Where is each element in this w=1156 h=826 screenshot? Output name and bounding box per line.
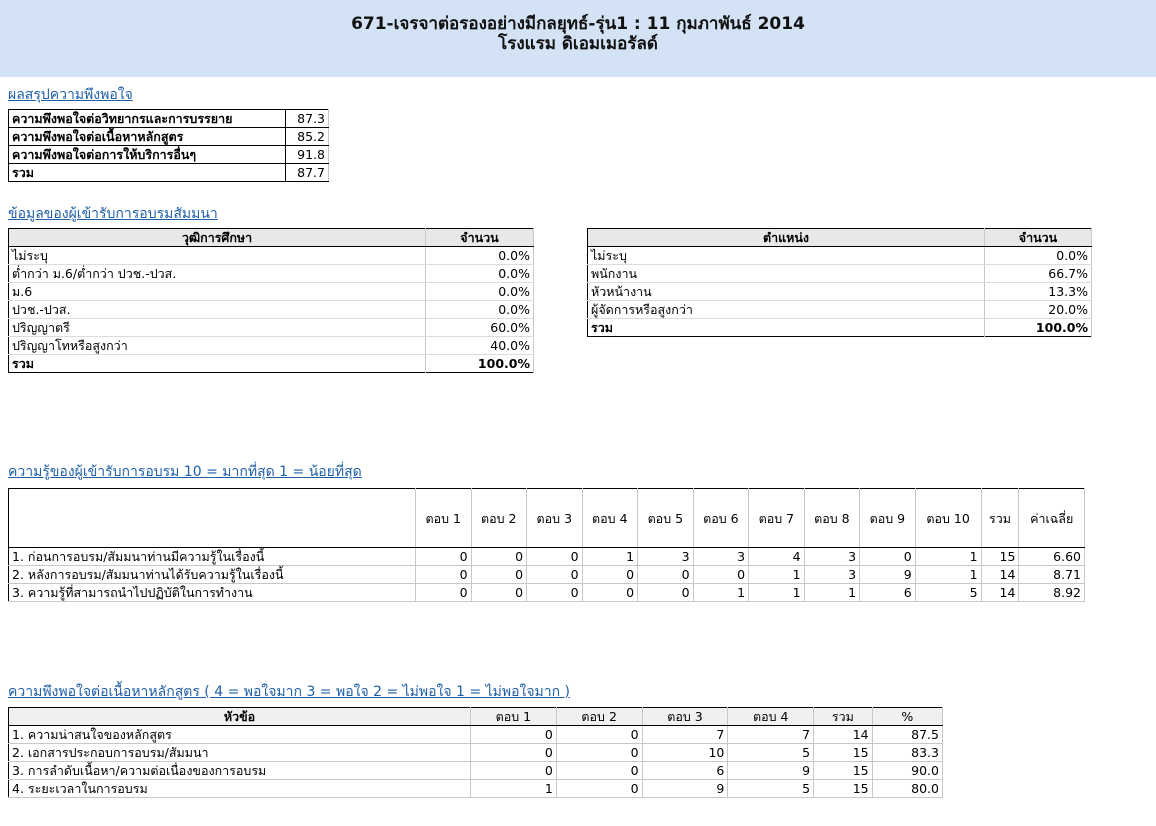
- knowledge-row-label: 2. หลังการอบรม/สัมมนาท่านได้รับความรู้ในเรื่องนี้: [9, 566, 416, 584]
- content-row: [9, 726, 943, 744]
- knowledge-cell: 3: [804, 566, 860, 584]
- knowledge-col-header: ตอบ 6: [693, 489, 749, 548]
- content-cell: 83.3: [872, 744, 942, 762]
- content-cell: 0: [471, 744, 557, 762]
- knowledge-cell: 0: [527, 584, 583, 602]
- position-label: ไม่ระบุ: [588, 247, 985, 265]
- content-cell: 0: [556, 762, 642, 780]
- summary-row: [9, 110, 329, 128]
- knowledge-col-header: ตอบ 2: [471, 489, 527, 548]
- content-col-header: %: [872, 708, 942, 726]
- content-cell: 15: [814, 780, 873, 798]
- summary-row: [9, 128, 329, 146]
- knowledge-cell: 5: [915, 584, 981, 602]
- summary-label: ความพึงพอใจต่อการให้บริการอื่นๆ: [9, 146, 286, 164]
- participants-section-title: ข้อมูลของผู้เข้ารับการอบรมสัมมนา: [8, 206, 218, 222]
- knowledge-cell: 1: [749, 566, 805, 584]
- knowledge-cell: 0: [471, 548, 527, 566]
- knowledge-cell: 0: [582, 584, 638, 602]
- position-value: 66.7%: [985, 265, 1092, 283]
- knowledge-cell: 0: [416, 584, 472, 602]
- education-total-label: รวม: [9, 355, 426, 373]
- education-label: ต่ำกว่า ม.6/ต่ำกว่า ปวช.-ปวส.: [9, 265, 426, 283]
- knowledge-cell: 0: [638, 566, 694, 584]
- position-total-value: 100.0%: [985, 319, 1092, 337]
- knowledge-cell: 3: [693, 548, 749, 566]
- knowledge-col-header: รวม: [981, 489, 1019, 548]
- knowledge-col-header: ตอบ 10: [915, 489, 981, 548]
- content-cell: 9: [642, 780, 728, 798]
- content-cell: 7: [642, 726, 728, 744]
- position-row: [588, 283, 1092, 301]
- knowledge-cell: 8.71: [1019, 566, 1085, 584]
- knowledge-cell: 3: [804, 548, 860, 566]
- summary-section-title: ผลสรุปความพึงพอใจ: [8, 87, 133, 103]
- knowledge-cell: 0: [416, 566, 472, 584]
- position-total-row: [588, 319, 1092, 337]
- education-value: 0.0%: [426, 247, 534, 265]
- content-col-header: ตอบ 2: [556, 708, 642, 726]
- content-cell: 87.5: [872, 726, 942, 744]
- education-label: ไม่ระบุ: [9, 247, 426, 265]
- education-row: [9, 337, 534, 355]
- content-cell: 5: [728, 780, 814, 798]
- content-row-label: 2. เอกสารประกอบการอบรม/สัมมนา: [9, 744, 471, 762]
- education-label: ปริญญาโทหรือสูงกว่า: [9, 337, 426, 355]
- content-row-label: 4. ระยะเวลาในการอบรม: [9, 780, 471, 798]
- content-col-header: รวม: [814, 708, 873, 726]
- knowledge-cell: 14: [981, 584, 1019, 602]
- report-title: 671-เจรจาต่อรองอย่างมีกลยุทธ์-รุ่น1 : 11 กุมภาพันธ์ 2014: [351, 14, 805, 34]
- knowledge-cell: 0: [527, 548, 583, 566]
- education-value: 0.0%: [426, 265, 534, 283]
- knowledge-topic-header: [9, 489, 416, 548]
- knowledge-col-header: ค่าเฉลี่ย: [1019, 489, 1085, 548]
- report-venue: โรงแรม ดิเอมเมอรัลด์: [498, 34, 658, 54]
- knowledge-col-header: ตอบ 3: [527, 489, 583, 548]
- content-row: [9, 744, 943, 762]
- position-row: [588, 265, 1092, 283]
- content-section-title: ความพึงพอใจต่อเนื้อหาหลักสูตร ( 4 = พอใจมาก 3 = พอใจ 2 = ไม่พอใจ 1 = ไม่พอใจมาก ): [8, 684, 571, 700]
- content-cell: 6: [642, 762, 728, 780]
- content-cell: 15: [814, 762, 873, 780]
- content-row: [9, 762, 943, 780]
- knowledge-cell: 1: [804, 584, 860, 602]
- knowledge-cell: 6: [860, 584, 916, 602]
- knowledge-cell: 0: [471, 584, 527, 602]
- education-value: 0.0%: [426, 283, 534, 301]
- content-cell: 80.0: [872, 780, 942, 798]
- content-cell: 0: [471, 762, 557, 780]
- education-row: [9, 319, 534, 337]
- position-label: หัวหน้างาน: [588, 283, 985, 301]
- content-cell: 9: [728, 762, 814, 780]
- education-row: [9, 265, 534, 283]
- summary-row: [9, 146, 329, 164]
- knowledge-cell: 0: [416, 548, 472, 566]
- content-cell: 0: [556, 780, 642, 798]
- content-cell: 14: [814, 726, 873, 744]
- content-row-label: 1. ความน่าสนใจของหลักสูตร: [9, 726, 471, 744]
- summary-label: รวม: [9, 164, 286, 182]
- knowledge-cell: 1: [915, 548, 981, 566]
- education-total-value: 100.0%: [426, 355, 534, 373]
- knowledge-cell: 0: [860, 548, 916, 566]
- knowledge-cell: 1: [915, 566, 981, 584]
- content-cell: 10: [642, 744, 728, 762]
- knowledge-cell: 0: [638, 584, 694, 602]
- summary-label: ความพึงพอใจต่อวิทยากรและการบรรยาย: [9, 110, 286, 128]
- content-cell: 15: [814, 744, 873, 762]
- position-value: 0.0%: [985, 247, 1092, 265]
- knowledge-row: [9, 566, 1085, 584]
- education-count-header: จำนวน: [426, 229, 534, 247]
- content-col-header: ตอบ 3: [642, 708, 728, 726]
- knowledge-col-header: ตอบ 4: [582, 489, 638, 548]
- position-col-header: ตำแหน่ง: [588, 229, 985, 247]
- knowledge-cell: 0: [693, 566, 749, 584]
- content-row-label: 3. การลำดับเนื้อหา/ความต่อเนื่องของการอบรม: [9, 762, 471, 780]
- content-cell: 0: [471, 726, 557, 744]
- knowledge-row: [9, 584, 1085, 602]
- education-value: 0.0%: [426, 301, 534, 319]
- content-cell: 1: [471, 780, 557, 798]
- summary-row: [9, 164, 329, 182]
- summary-value: 91.8: [286, 146, 329, 164]
- education-table: [8, 228, 534, 373]
- knowledge-col-header: ตอบ 5: [638, 489, 694, 548]
- content-cell: 7: [728, 726, 814, 744]
- knowledge-cell: 3: [638, 548, 694, 566]
- knowledge-col-header: ตอบ 1: [416, 489, 472, 548]
- summary-value: 87.3: [286, 110, 329, 128]
- position-total-label: รวม: [588, 319, 985, 337]
- education-value: 60.0%: [426, 319, 534, 337]
- education-total-row: [9, 355, 534, 373]
- knowledge-cell: 0: [527, 566, 583, 584]
- knowledge-col-header: ตอบ 8: [804, 489, 860, 548]
- content-cell: 0: [556, 726, 642, 744]
- knowledge-cell: 0: [582, 566, 638, 584]
- knowledge-cell: 1: [582, 548, 638, 566]
- position-count-header: จำนวน: [985, 229, 1092, 247]
- knowledge-cell: 8.92: [1019, 584, 1085, 602]
- knowledge-cell: 15: [981, 548, 1019, 566]
- report-header: [0, 0, 1156, 77]
- content-col-header: ตอบ 4: [728, 708, 814, 726]
- content-table: [8, 707, 943, 798]
- education-value: 40.0%: [426, 337, 534, 355]
- position-value: 13.3%: [985, 283, 1092, 301]
- content-cell: 0: [556, 744, 642, 762]
- position-value: 20.0%: [985, 301, 1092, 319]
- knowledge-cell: 6.60: [1019, 548, 1085, 566]
- content-cell: 5: [728, 744, 814, 762]
- education-row: [9, 247, 534, 265]
- summary-value: 87.7: [286, 164, 329, 182]
- knowledge-cell: 1: [749, 584, 805, 602]
- summary-value: 85.2: [286, 128, 329, 146]
- knowledge-row-label: 3. ความรู้ที่สามารถนำไปปฏิบัติในการทำงาน: [9, 584, 416, 602]
- content-col-header: ตอบ 1: [471, 708, 557, 726]
- knowledge-cell: 9: [860, 566, 916, 584]
- education-row: [9, 301, 534, 319]
- education-row: [9, 283, 534, 301]
- position-row: [588, 301, 1092, 319]
- content-topic-header: หัวข้อ: [9, 708, 471, 726]
- knowledge-cell: 0: [471, 566, 527, 584]
- knowledge-table: [8, 488, 1085, 602]
- education-label: ม.6: [9, 283, 426, 301]
- knowledge-cell: 4: [749, 548, 805, 566]
- position-row: [588, 247, 1092, 265]
- knowledge-row-label: 1. ก่อนการอบรม/สัมมนาท่านมีความรู้ในเรื่องนี้: [9, 548, 416, 566]
- position-label: พนักงาน: [588, 265, 985, 283]
- knowledge-row: [9, 548, 1085, 566]
- education-col-header: วุฒิการศึกษา: [9, 229, 426, 247]
- summary-label: ความพึงพอใจต่อเนื้อหาหลักสูตร: [9, 128, 286, 146]
- content-row: [9, 780, 943, 798]
- knowledge-col-header: ตอบ 9: [860, 489, 916, 548]
- knowledge-cell: 14: [981, 566, 1019, 584]
- knowledge-cell: 1: [693, 584, 749, 602]
- summary-table: [8, 109, 329, 182]
- position-label: ผู้จัดการหรือสูงกว่า: [588, 301, 985, 319]
- knowledge-col-header: ตอบ 7: [749, 489, 805, 548]
- education-label: ปริญญาตรี: [9, 319, 426, 337]
- knowledge-section-title: ความรู้ของผู้เข้ารับการอบรม 10 = มากที่สุด 1 = น้อยที่สุด: [8, 464, 362, 480]
- education-label: ปวช.-ปวส.: [9, 301, 426, 319]
- position-table: [587, 228, 1092, 337]
- content-cell: 90.0: [872, 762, 942, 780]
